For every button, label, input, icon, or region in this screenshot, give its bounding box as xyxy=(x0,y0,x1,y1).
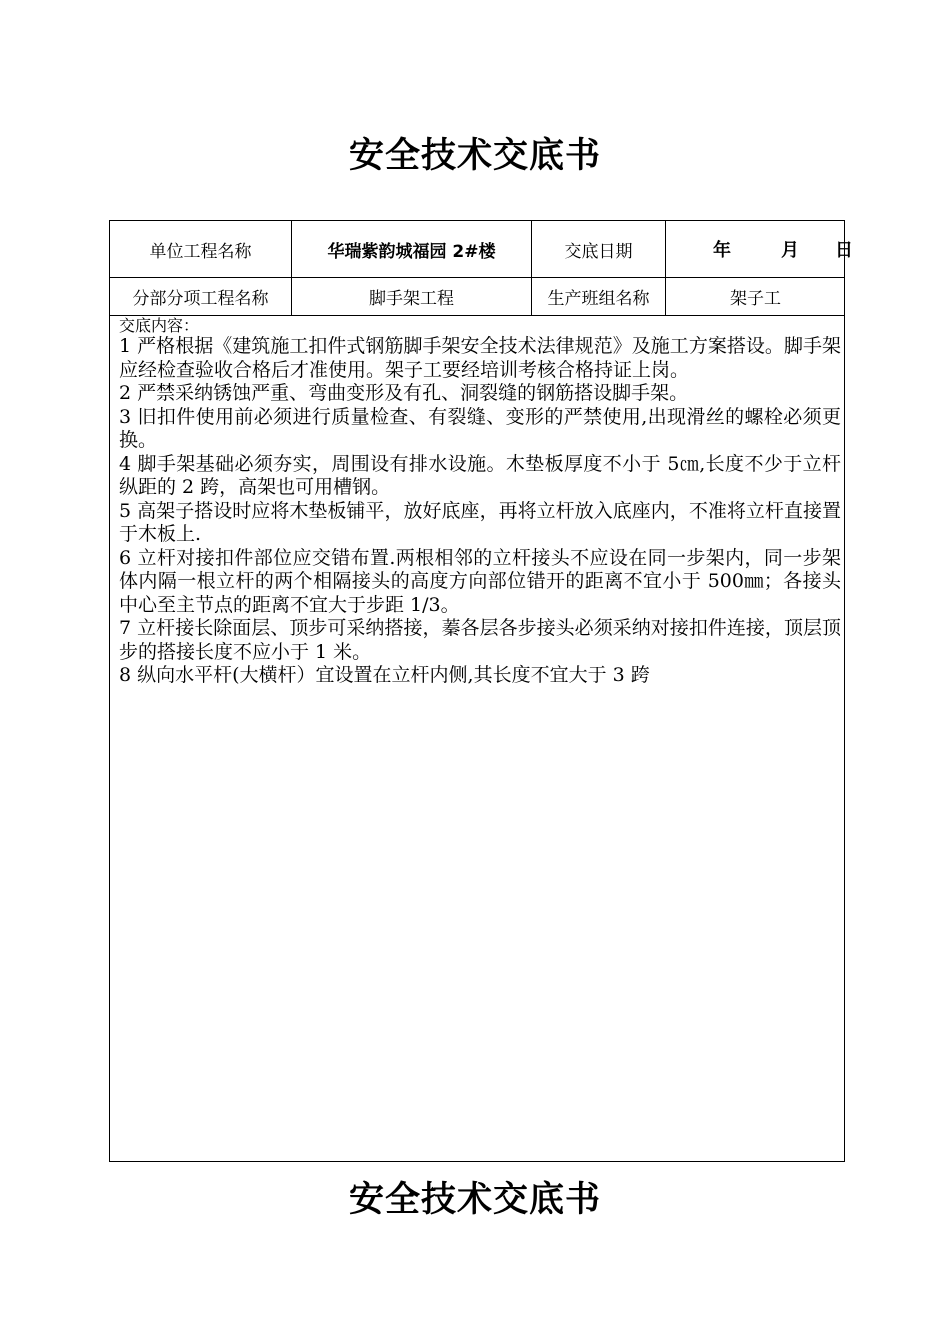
team-value: 架子工 xyxy=(730,289,781,309)
next-page-title: 安全技术交底书 xyxy=(348,1179,601,1220)
content-item: 8 纵向水平杆(大横杆）宜设置在立杆内侧,其长度不宜大于 3 跨 xyxy=(119,664,650,686)
date-year: 年 xyxy=(713,240,731,261)
date-month: 月 xyxy=(781,240,799,261)
content-item: 2 严禁采纳锈蚀严重、弯曲变形及有孔、洞裂缝的钢筋搭设脚手架。 xyxy=(119,382,689,404)
date-label: 交底日期 xyxy=(564,241,633,262)
team-label: 生产班组名称 xyxy=(547,289,650,309)
date-value xyxy=(666,221,853,277)
content-intro: 交底内容： xyxy=(119,316,200,335)
unit-name-value: 华瑞紫韵城福园 2#楼 xyxy=(327,241,496,262)
disclosure-content xyxy=(119,317,841,688)
sub-project-value: 脚手架工程 xyxy=(369,289,454,309)
content-item: 6 立杆对接扣件部位应交错布置.两根相邻的立杆接头不应设在同一步架内，同一步架体内隔一根立杆的两个相隔接头的高度方向部位错开的距离不宜小于 500㎜；各接头中心至主节点的距离不宜大于步距 1/3。 xyxy=(119,546,841,616)
content-item: 7 立杆接长除面层、顶步可采纳搭接，蓁各层各步接头必须采纳对接扣件连接，顶层顶步的搭接长度不应小于 1 米。 xyxy=(119,617,841,663)
content-item: 1 严格根据《建筑施工扣件式钢筋脚手架安全技术法律规范》及施工方案搭设。脚手架应经检查验收合格后才准使用。架子工要经培训考核合格持证上岗。 xyxy=(119,335,841,381)
content-item: 4 脚手架基础必须夯实，周围设有排水设施。木垫板厚度不小于 5㎝,长度不少于立杆纵距的 2 跨，高架也可用槽钢。 xyxy=(119,452,841,498)
sub-project-label: 分部分项工程名称 xyxy=(132,289,269,309)
content-item: 5 高架子搭设时应将木垫板铺平，放好底座，再将立杆放入底座内，不准将立杆直接置于木板上. xyxy=(119,499,841,545)
unit-name-label: 单位工程名称 xyxy=(149,241,252,262)
page-title: 安全技术交底书 xyxy=(348,135,601,176)
disclosure-form xyxy=(109,220,853,1162)
date-day: 日 xyxy=(835,240,853,261)
content-item: 3 旧扣件使用前必须进行质量检查、有裂缝、变形的严禁使用,出现滑丝的螺栓必须更换。 xyxy=(119,405,841,451)
row-divider xyxy=(110,315,844,316)
